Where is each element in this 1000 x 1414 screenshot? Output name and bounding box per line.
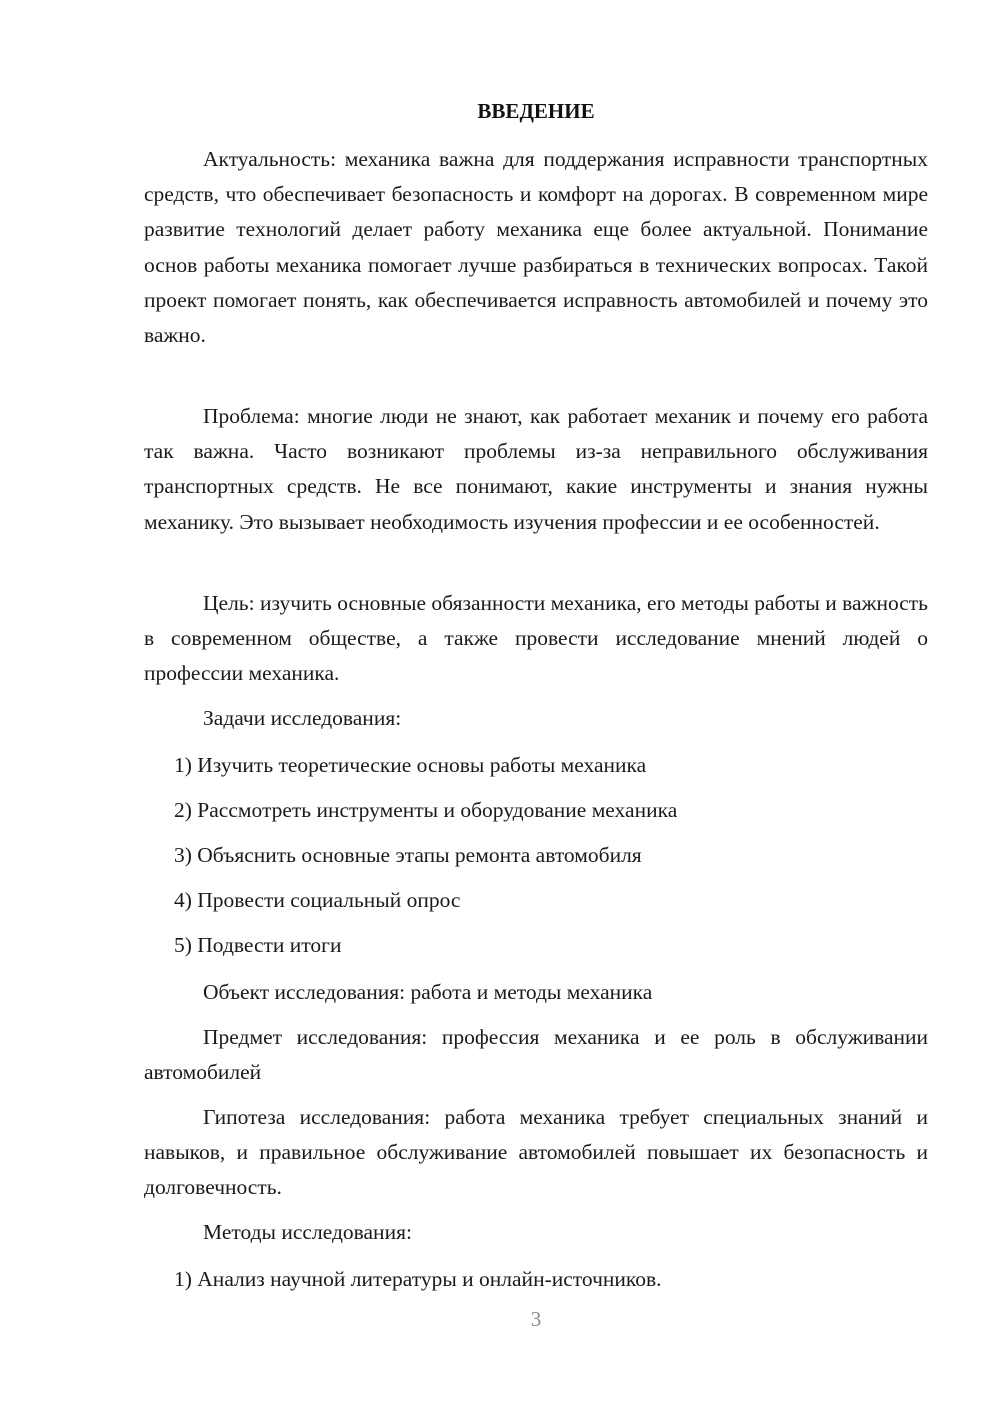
paragraph-problem: Проблема: многие люди не знают, как работает механик и почему его работа так важна. Часто возникают проблемы из-за неправильного обслуживания транспортных средств. Не все понимают, какие инструменты и знания нужны механику. Это вызывает необходимость изучения профессии и ее особенностей. bbox=[144, 404, 928, 534]
paragraph-relevance: Актуальность: механика важна для поддержания исправности транспортных средств, что обеспечивает безопасность и комфорт на дорогах. В современном мире развитие технологий делает работу механика еще более актуальной. Понимание основ работы механика помогает лучше разбираться в технических вопросах. Такой проект помогает понять, как обеспечивается исправность автомобилей и почему это важно. bbox=[144, 147, 928, 348]
task-item: 1) Изучить теоретические основы работы механика bbox=[174, 753, 647, 777]
paragraph-goal: Цель: изучить основные обязанности механика, его методы работы и важность в современном обществе, а также провести исследование мнений людей о профессии механика. bbox=[144, 591, 928, 686]
task-item: 2) Рассмотреть инструменты и оборудование механика bbox=[174, 798, 678, 822]
task-item: 4) Провести социальный опрос bbox=[174, 888, 461, 912]
section-title: ВВЕДЕНИЕ bbox=[477, 99, 595, 123]
paragraph-subject: Предмет исследования: профессия механика и ее роль в обслуживании автомобилей bbox=[144, 1025, 928, 1085]
task-item: 3) Объяснить основные этапы ремонта автомобиля bbox=[174, 843, 642, 867]
task-item: 5) Подвести итоги bbox=[174, 933, 342, 957]
methods-heading: Методы исследования: bbox=[203, 1220, 412, 1244]
page-number: 3 bbox=[530, 1307, 542, 1331]
paragraph-hypothesis: Гипотеза исследования: работа механика требует специальных знаний и навыков, и правильное обслуживание автомобилей повышает их безопасность и долговечность. bbox=[144, 1105, 928, 1200]
paragraph-object: Объект исследования: работа и методы механика bbox=[203, 980, 653, 1004]
method-item: 1) Анализ научной литературы и онлайн-источников. bbox=[174, 1267, 662, 1291]
tasks-heading: Задачи исследования: bbox=[203, 706, 402, 730]
